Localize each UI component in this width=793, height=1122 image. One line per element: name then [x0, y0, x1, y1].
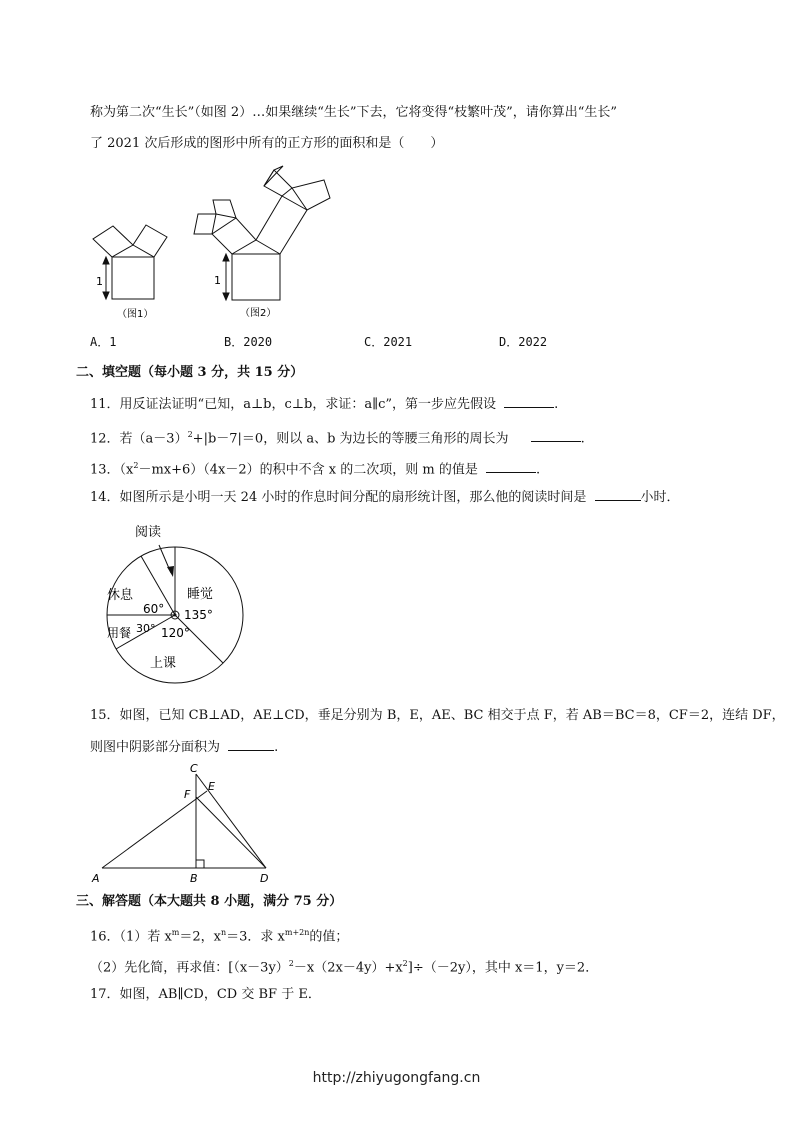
q16-p2-post: ]÷（－2y），其中 x＝1，y＝2．	[407, 960, 599, 976]
pie-label-meal: 用餐	[107, 626, 132, 640]
q10-text-line1: 称为第二次“生长”（如图 2）…如果继续“生长”下去，它将变得“枝繁叶茂”，请你算出“生长”	[90, 105, 618, 120]
point-label-a: A	[92, 872, 100, 885]
fig2-caption: （图2）	[240, 308, 277, 319]
q16-p1-post: 的值；	[309, 929, 349, 945]
q12-exp: 2	[187, 430, 193, 439]
q10-option-c: C．2021	[364, 335, 413, 349]
q12-text-pre: 12．若（a－3）	[90, 431, 188, 447]
q11-line: 11．用反证法证明“已知，a⊥b，c⊥b，求证：a∥c”，第一步应先假设 .	[90, 397, 559, 412]
schedule-pie-figure	[95, 515, 255, 695]
pie-angle-135: 135°	[184, 608, 213, 622]
q13-line: 13．$(x^2-mx+6)(4x-2)$的积中不含 x 的二次项，则 m 的值是 .	[90, 461, 541, 478]
fig1-caption: （图1）	[117, 309, 154, 320]
q14-line	[90, 488, 680, 507]
q10-option-a: A．1	[90, 335, 117, 349]
q12-text-post: +|b－7|＝0，则以 a、b 为边长的等腰三角形的周长为	[192, 431, 509, 447]
growth-figure-1	[85, 215, 185, 325]
pie-angle-120: 120°	[161, 626, 190, 640]
q17-text: 17．如图，AB∥CD，CD 交 BF 于 E．	[90, 987, 321, 1002]
pie-label-rest: 休息	[107, 588, 134, 603]
q13-exp: 2	[133, 461, 139, 470]
pie-label-class: 上课	[150, 656, 177, 671]
growth-figure-2	[180, 158, 360, 328]
pie-label-reading: 阅读	[135, 525, 162, 540]
q15-text-line1: 15．如图，已知 CB⊥AD，AE⊥CD，垂足分别为 B，E，AE、BC 相交于点 F，若 AB＝BC＝8，CF＝2，连结 DF，	[90, 708, 785, 723]
triangle-figure	[88, 760, 278, 890]
q16-p1-exp2: n	[220, 928, 227, 937]
q16-p1-exp3: m+2n	[284, 928, 310, 937]
pie-angle-30: 30°	[136, 622, 156, 635]
q16-p1-mid1: ＝2，x	[179, 929, 221, 945]
q15-line2: 则图中阴影部分面积为 .	[90, 740, 279, 755]
q16-part1	[90, 924, 348, 946]
pie-label-sleep: 睡觉	[187, 587, 214, 602]
point-label-d: D	[260, 872, 269, 885]
q15-text-line2: 则图中阴影部分面积为	[90, 740, 221, 755]
section2-title: 二、填空题（每小题 3 分，共 15 分）	[76, 365, 304, 380]
q16-part2	[90, 955, 598, 977]
fig1-side-label: 1	[96, 275, 103, 288]
section3-title: 三、解答题（本大题共 8 小题，满分 75 分）	[76, 894, 343, 909]
point-label-b: B	[190, 872, 198, 885]
q13-text-pre: 13．（x	[90, 462, 134, 478]
q12-answer-blank[interactable]	[531, 429, 581, 442]
fig2-side-label: 1	[214, 274, 221, 287]
q16-p2-mid: －x（2x－4y）+x	[293, 960, 403, 976]
q16-p1-mid2: ＝3．求 x	[226, 929, 285, 945]
q11-text: 11．用反证法证明“已知，a⊥b，c⊥b，求证：a∥c”，第一步应先假设	[90, 397, 496, 412]
q16-p2-exp2: 2	[402, 959, 408, 968]
q10-option-b: B．2020	[224, 335, 273, 349]
q16-p1-exp1: m	[171, 928, 180, 937]
q11-answer-blank[interactable]	[504, 395, 554, 408]
point-label-f: F	[184, 788, 191, 801]
footer-url[interactable]: http://zhiyugongfang.cn	[312, 1070, 481, 1086]
point-label-e: E	[208, 780, 215, 793]
q12-line: 12．若$(a-3)^2+|b-7|=0$，则以 a、b 为边长的等腰三角形的周长为 .	[90, 430, 585, 447]
q10-text-line2: 了 2021 次后形成的图形中所有的正方形的面积和是（ ）	[90, 136, 444, 151]
point-label-c: C	[190, 762, 198, 775]
pie-angle-60: 60°	[143, 602, 165, 616]
q14-answer-blank[interactable]	[595, 488, 641, 501]
q15-answer-blank[interactable]	[228, 738, 274, 751]
q13-answer-blank[interactable]	[486, 460, 536, 473]
q14-unit: 小时．	[640, 490, 680, 505]
q10-option-d: D．2022	[499, 335, 548, 349]
q13-text-post: －mx+6）（4x－2）的积中不含 x 的二次项，则 m 的值是	[138, 462, 478, 478]
q16-p1-pre: 16．（1）若 x	[90, 929, 172, 945]
q14-text: 14．如图所示是小明一天 24 小时的作息时间分配的扇形统计图，那么他的阅读时间是	[90, 490, 587, 505]
q16-p2-pre: （2）先化简，再求值：[（x－3y）	[90, 960, 289, 976]
q16-p2-exp1: 2	[288, 959, 294, 968]
